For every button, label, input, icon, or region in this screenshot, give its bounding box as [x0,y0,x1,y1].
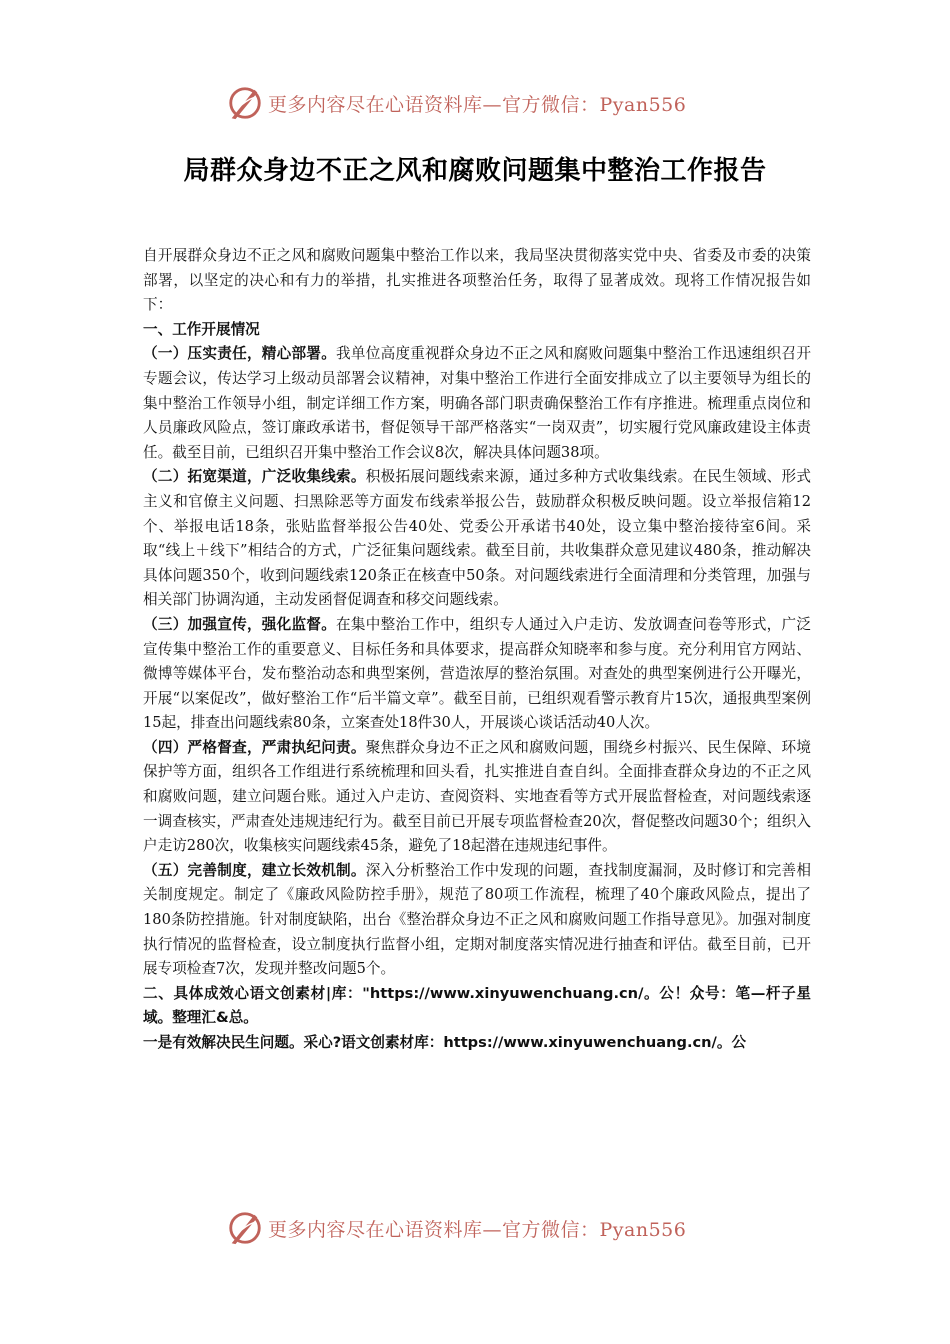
footer-banner [226,1208,726,1248]
quill-pen-logo-icon [226,1209,264,1247]
document-title: 局群众身边不正之风和腐败问题集中整治工作报告 [183,156,767,186]
section-heading-1: 一、工作开展情况 [143,320,260,338]
item-text: 积极拓展问题线索来源，通过多种方式收集线索。在民生领域、形式主义和官僚主义问题、扫黑除恶等方面发布线索举报公告，鼓励群众积极反映问题。设立举报信箱12个、举报电话18条，张贴监督举报公告40处、党委公开承诺书40处，设立集中整治接待室6间。采取“线上＋线下”相结合的方式，广泛征集问题线索。截至目前，共收集群众意见建议480条，推动解决具体问题350个，收到问题线索120条正在核查中50条。对问题线索进行全面清理和分类管理，加强与相关部门协调沟通，主动发函督促调查和移交问题线索。 [143,468,811,609]
item-lead: （五）完善制度，建立长效机制。 [143,861,366,879]
section2-first-line: 一是有效解决民生问题。采心?语文创素材库：https://www.xinyuwenchuang.cn/。公 [143,1034,747,1051]
item-text: 深入分析整治工作中发现的问题，查找制度漏洞，及时修订和完善相关制度规定。制定了《廉政风险防控手册》，规范了80项工作流程，梳理了40个廉政风险点，提出了180条防控措施。针对制度缺陷，出台《整治群众身边不正之风和腐败问题工作指导意见》。加强对制度执行情况的监督检查，设立制度执行监督小组，定期对制度落实情况进行抽查和评估。截至目前，已开展专项检查7次，发现并整改问题5个。 [143,861,811,978]
banner-text: 更多内容尽在心语资料库—官方微信：Pyan556 [268,93,687,116]
document-body [143,244,811,1056]
item-paragraph [143,342,811,465]
item-paragraph [143,859,811,982]
header-banner [226,83,726,123]
item-paragraph [143,736,811,859]
item-text: 聚焦群众身边不正之风和腐败问题，围绕乡村振兴、民生保障、环境保护等方面，组织各工作组进行系统梳理和回头看，扎实推进自查自纠。全面排查群众身边的不正之风和腐败问题，建立问题台账。通过入户走访、查阅资料、实地查看等方式开展监督检查，对问题线索逐一调查核实，严肃查处违规违纪行为。截至目前已开展专项监督检查20次，督促整改问题30个；组织入户走访280次，收集核实问题线索45条，避免了18起潜在违规违纪事件。 [143,738,811,855]
quill-pen-logo-icon [226,84,264,122]
section-heading-2: 二、具体成效心语文创素材|库："https://www.xinyuwenchuang.cn/。公！众号：笔—杆子星域。整理汇&总。 [143,984,811,1027]
item-lead: （三）加强宣传，强化监督。 [143,615,337,633]
item-text: 在集中整治工作中，组织专人通过入户走访、发放调查问卷等形式，广泛宣传集中整治工作的重要意义、目标任务和具体要求，提高群众知晓率和参与度。充分利用官方网站、微博等媒体平台，发布整治动态和典型案例，营造浓厚的整治氛围。对查处的典型案例进行公开曝光，开展“以案促改”，做好整治工作“后半篇文章”。截至目前，已组织观看警示教育片15次，通报典型案例15起，排查出问题线索80条，立案查处18件30人，开展谈心谈话活动40人次。 [143,615,811,732]
item-text: 我单位高度重视群众身边不正之风和腐败问题集中整治工作迅速组织召开专题会议，传达学习上级动员部署会议精神，对集中整治工作进行全面安排成立了以主要领导为组长的集中整治工作领导小组，制定详细工作方案，明确各部门职责确保整治工作有序推进。梳理重点岗位和人员廉政风险点，签订廉政承诺书，督促领导干部严格落实“一岗双责”，切实履行党风廉政建设主体责任。截至目前，已组织召开集中整治工作会议8次，解决具体问题38项。 [143,345,811,461]
item-lead: （一）压实责任，精心部署。 [143,345,337,363]
item-lead: （四）严格督查，严肃执纪问责。 [143,738,366,756]
item-paragraph [143,465,811,613]
banner-text: 更多内容尽在心语资料库—官方微信：Pyan556 [268,1218,687,1241]
item-paragraph [143,613,811,736]
intro-paragraph: 自开展群众身边不正之风和腐败问题集中整治工作以来，我局坚决贯彻落实党中央、省委及市委的决策部署，以坚定的决心和有力的举措，扎实推进各项整治任务，取得了显著成效。现将工作情况报告如下： [143,247,811,314]
item-lead: （二）拓宽渠道，广泛收集线索。 [143,468,366,486]
